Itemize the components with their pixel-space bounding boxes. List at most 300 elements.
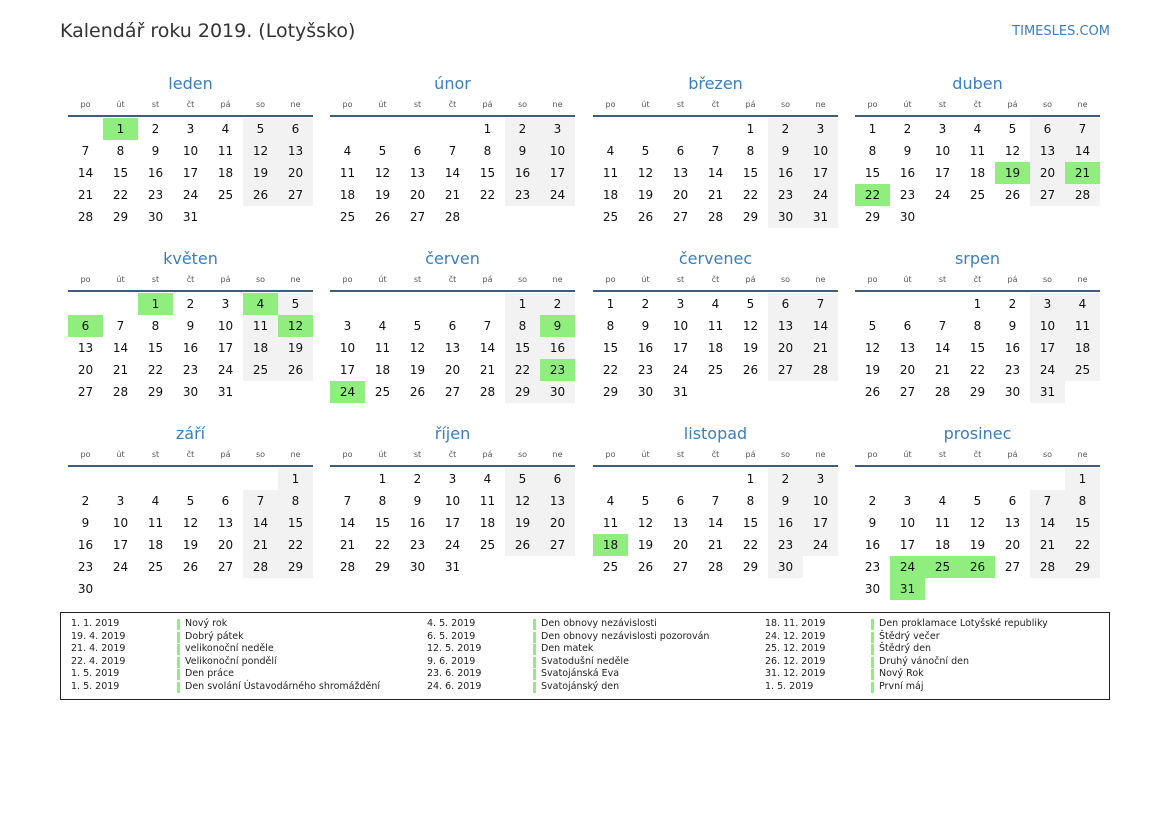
legend-holiday-name: Svatojánská Eva bbox=[541, 668, 620, 680]
day-cell: 23 bbox=[1004, 363, 1021, 377]
weekday-label: po bbox=[605, 100, 616, 109]
day-cell: 6 bbox=[676, 144, 685, 158]
day-cell: 14 bbox=[339, 516, 356, 530]
weekday-label: čt bbox=[973, 100, 982, 109]
day-grid bbox=[330, 293, 575, 403]
day-cell: 14 bbox=[112, 341, 129, 355]
day-cell: 19 bbox=[969, 538, 986, 552]
day-cell: 16 bbox=[864, 538, 881, 552]
day-cell: 11 bbox=[243, 315, 278, 337]
legend-entry bbox=[71, 643, 380, 656]
weekday-label: so bbox=[1042, 275, 1053, 284]
day-cell: 20 bbox=[77, 363, 94, 377]
day-grid bbox=[330, 468, 575, 578]
weekday-label: so bbox=[255, 275, 266, 284]
day-cell: 8 bbox=[868, 144, 877, 158]
month-3 bbox=[593, 74, 838, 228]
legend-entry bbox=[71, 681, 380, 694]
day-cell: 25 bbox=[707, 363, 724, 377]
day-cell: 15 bbox=[602, 341, 619, 355]
day-cell: 21 bbox=[707, 538, 724, 552]
empty-cell bbox=[330, 118, 365, 140]
day-cell: 20 bbox=[444, 363, 461, 377]
day-cell: 25 bbox=[243, 359, 278, 381]
day-cell: 17 bbox=[339, 363, 356, 377]
day-cell: 21 bbox=[1065, 162, 1100, 184]
day-cell: 13 bbox=[77, 341, 94, 355]
legend-date: 26. 12. 2019 bbox=[765, 655, 826, 667]
empty-cell bbox=[663, 118, 698, 140]
day-cell: 23 bbox=[864, 560, 881, 574]
legend-entry bbox=[427, 631, 709, 644]
holiday-marker-icon bbox=[533, 644, 536, 655]
day-cell: 24 bbox=[182, 188, 199, 202]
day-cell: 4 bbox=[1065, 293, 1100, 315]
day-cell: 10 bbox=[672, 319, 689, 333]
day-cell: 6 bbox=[221, 494, 230, 508]
day-cell: 15 bbox=[112, 166, 129, 180]
weekday-label: ne bbox=[552, 275, 563, 284]
day-cell: 31 bbox=[444, 560, 461, 574]
empty-cell bbox=[243, 468, 278, 490]
day-cell: 4 bbox=[243, 293, 278, 315]
legend-holiday-name: Den práce bbox=[185, 668, 235, 680]
weekday-label: so bbox=[1042, 100, 1053, 109]
legend-holiday-name: Štědrý večer bbox=[879, 630, 940, 642]
legend-entry bbox=[765, 668, 1048, 681]
day-cell: 21 bbox=[479, 363, 496, 377]
day-cell: 2 bbox=[868, 494, 877, 508]
day-cell: 6 bbox=[903, 319, 912, 333]
holiday-marker-icon bbox=[871, 657, 874, 668]
day-cell: 14 bbox=[707, 166, 724, 180]
day-cell: 2 bbox=[768, 118, 803, 140]
day-cell: 19 bbox=[637, 188, 654, 202]
day-cell: 28 bbox=[112, 385, 129, 399]
day-cell: 10 bbox=[540, 140, 575, 162]
day-cell: 19 bbox=[637, 538, 654, 552]
day-cell: 18 bbox=[147, 538, 164, 552]
day-cell: 9 bbox=[413, 494, 422, 508]
day-cell: 3 bbox=[186, 122, 195, 136]
day-cell: 24 bbox=[112, 560, 129, 574]
day-cell: 19 bbox=[995, 162, 1030, 184]
day-cell: 24 bbox=[803, 534, 838, 556]
day-cell: 16 bbox=[637, 341, 654, 355]
day-cell: 23 bbox=[637, 363, 654, 377]
day-cell: 8 bbox=[973, 319, 982, 333]
empty-cell bbox=[208, 468, 243, 490]
day-cell: 2 bbox=[768, 468, 803, 490]
day-cell: 29 bbox=[278, 556, 313, 578]
day-cell: 22 bbox=[147, 363, 164, 377]
day-cell: 17 bbox=[803, 512, 838, 534]
day-cell: 16 bbox=[77, 538, 94, 552]
day-cell: 30 bbox=[77, 582, 94, 596]
day-cell: 7 bbox=[343, 494, 352, 508]
weekday-label: pá bbox=[1007, 100, 1018, 109]
day-cell: 29 bbox=[1065, 556, 1100, 578]
day-cell: 28 bbox=[934, 385, 951, 399]
weekday-label: so bbox=[255, 450, 266, 459]
empty-cell bbox=[330, 293, 365, 315]
day-cell: 4 bbox=[711, 297, 720, 311]
day-cell: 7 bbox=[803, 293, 838, 315]
day-cell: 15 bbox=[742, 516, 759, 530]
weekday-label: čt bbox=[448, 275, 457, 284]
day-cell: 18 bbox=[1065, 337, 1100, 359]
day-cell: 13 bbox=[899, 341, 916, 355]
day-cell: 9 bbox=[768, 140, 803, 162]
day-cell: 11 bbox=[1065, 315, 1100, 337]
day-cell: 8 bbox=[1065, 490, 1100, 512]
day-cell: 1 bbox=[1065, 468, 1100, 490]
day-cell: 14 bbox=[243, 512, 278, 534]
day-cell: 18 bbox=[602, 188, 619, 202]
day-cell: 30 bbox=[899, 210, 916, 224]
weekday-label: ne bbox=[815, 100, 826, 109]
day-cell: 26 bbox=[374, 210, 391, 224]
month-name: prosinec bbox=[943, 424, 1012, 443]
empty-cell bbox=[68, 468, 103, 490]
day-cell: 7 bbox=[1065, 118, 1100, 140]
day-cell: 5 bbox=[413, 319, 422, 333]
day-cell: 1 bbox=[278, 468, 313, 490]
legend-date: 23. 6. 2019 bbox=[427, 668, 482, 680]
day-cell: 29 bbox=[147, 385, 164, 399]
month-4 bbox=[855, 74, 1100, 228]
day-cell: 18 bbox=[707, 341, 724, 355]
month-name: duben bbox=[952, 74, 1003, 93]
weekday-label: st bbox=[938, 450, 947, 459]
day-cell: 13 bbox=[444, 341, 461, 355]
day-cell: 19 bbox=[505, 512, 540, 534]
day-cell: 27 bbox=[672, 210, 689, 224]
day-cell: 3 bbox=[803, 118, 838, 140]
day-cell: 26 bbox=[243, 184, 278, 206]
day-cell: 29 bbox=[602, 385, 619, 399]
weekday-label: pá bbox=[482, 275, 493, 284]
day-cell: 24 bbox=[330, 381, 365, 403]
day-cell: 20 bbox=[278, 162, 313, 184]
day-cell: 11 bbox=[934, 516, 951, 530]
day-cell: 17 bbox=[803, 162, 838, 184]
day-cell: 1 bbox=[138, 293, 173, 315]
legend-column-1 bbox=[71, 618, 380, 694]
day-cell: 14 bbox=[1030, 512, 1065, 534]
day-cell: 14 bbox=[444, 166, 461, 180]
day-cell: 20 bbox=[1030, 162, 1065, 184]
day-cell: 15 bbox=[374, 516, 391, 530]
day-cell: 31 bbox=[217, 385, 234, 399]
day-cell: 15 bbox=[479, 166, 496, 180]
day-cell: 28 bbox=[707, 560, 724, 574]
day-cell: 9 bbox=[868, 516, 877, 530]
weekday-header bbox=[593, 273, 838, 292]
holiday-marker-icon bbox=[871, 669, 874, 680]
holiday-marker-icon bbox=[177, 644, 180, 655]
legend-column-3 bbox=[765, 618, 1048, 694]
weekday-label: čt bbox=[186, 275, 195, 284]
weekday-label: st bbox=[676, 450, 685, 459]
day-cell: 3 bbox=[1030, 293, 1065, 315]
day-cell: 3 bbox=[116, 494, 125, 508]
day-cell: 23 bbox=[505, 184, 540, 206]
day-cell: 5 bbox=[278, 293, 313, 315]
day-cell: 6 bbox=[413, 144, 422, 158]
day-cell: 12 bbox=[864, 341, 881, 355]
legend-date: 19. 4. 2019 bbox=[71, 630, 126, 642]
weekday-label: po bbox=[342, 275, 353, 284]
day-cell: 26 bbox=[409, 385, 426, 399]
holiday-marker-icon bbox=[177, 669, 180, 680]
empty-cell bbox=[68, 118, 103, 140]
day-cell: 19 bbox=[243, 162, 278, 184]
weekday-label: ne bbox=[1077, 275, 1088, 284]
legend-holiday-name: Den obnovy nezávislosti pozorován bbox=[541, 630, 710, 642]
day-cell: 6 bbox=[68, 315, 103, 337]
weekday-label: ne bbox=[290, 275, 301, 284]
day-cell: 18 bbox=[339, 188, 356, 202]
legend-entry bbox=[427, 643, 709, 656]
day-cell: 28 bbox=[1065, 184, 1100, 206]
legend-date: 1. 1. 2019 bbox=[71, 618, 120, 629]
day-cell: 20 bbox=[899, 363, 916, 377]
day-cell: 5 bbox=[973, 494, 982, 508]
weekday-label: út bbox=[378, 275, 387, 284]
weekday-label: so bbox=[517, 100, 528, 109]
weekday-label: pá bbox=[745, 275, 756, 284]
day-cell: 7 bbox=[711, 144, 720, 158]
weekday-label: čt bbox=[186, 450, 195, 459]
day-cell: 25 bbox=[217, 188, 234, 202]
day-cell: 21 bbox=[444, 188, 461, 202]
empty-cell bbox=[698, 118, 733, 140]
day-cell: 26 bbox=[637, 560, 654, 574]
month-5 bbox=[68, 249, 313, 403]
day-cell: 2 bbox=[540, 293, 575, 315]
day-cell: 14 bbox=[803, 315, 838, 337]
day-cell: 16 bbox=[182, 341, 199, 355]
day-cell: 15 bbox=[742, 166, 759, 180]
day-cell: 15 bbox=[1065, 512, 1100, 534]
day-cell: 23 bbox=[540, 359, 575, 381]
day-cell: 11 bbox=[217, 144, 234, 158]
weekday-label: st bbox=[413, 100, 422, 109]
day-cell: 1 bbox=[103, 118, 138, 140]
day-cell: 29 bbox=[112, 210, 129, 224]
day-cell: 22 bbox=[479, 188, 496, 202]
day-cell: 23 bbox=[182, 363, 199, 377]
day-cell: 28 bbox=[444, 210, 461, 224]
weekday-label: so bbox=[255, 100, 266, 109]
day-cell: 5 bbox=[746, 297, 755, 311]
day-cell: 24 bbox=[444, 538, 461, 552]
day-cell: 23 bbox=[409, 538, 426, 552]
legend-date: 4. 5. 2019 bbox=[427, 618, 476, 629]
weekday-label: so bbox=[1042, 450, 1053, 459]
month-name: leden bbox=[168, 74, 213, 93]
day-cell: 17 bbox=[540, 162, 575, 184]
weekday-label: pá bbox=[745, 450, 756, 459]
day-cell: 28 bbox=[803, 359, 838, 381]
weekday-label: út bbox=[903, 100, 912, 109]
day-cell: 31 bbox=[803, 206, 838, 228]
weekday-label: po bbox=[867, 100, 878, 109]
day-cell: 5 bbox=[243, 118, 278, 140]
holiday-marker-icon bbox=[177, 632, 180, 643]
weekday-label: po bbox=[80, 450, 91, 459]
month-9 bbox=[68, 424, 313, 600]
day-cell: 17 bbox=[217, 341, 234, 355]
empty-cell bbox=[855, 293, 890, 315]
holiday-legend bbox=[60, 612, 1110, 700]
day-cell: 7 bbox=[483, 319, 492, 333]
legend-entry bbox=[427, 668, 709, 681]
day-cell: 21 bbox=[934, 363, 951, 377]
empty-cell bbox=[960, 468, 995, 490]
weekday-header bbox=[68, 98, 313, 117]
empty-cell bbox=[890, 293, 925, 315]
day-cell: 28 bbox=[243, 556, 278, 578]
day-cell: 22 bbox=[1065, 534, 1100, 556]
day-cell: 20 bbox=[540, 512, 575, 534]
weekday-label: po bbox=[342, 100, 353, 109]
legend-entry bbox=[427, 681, 709, 694]
day-cell: 4 bbox=[606, 494, 615, 508]
weekday-label: čt bbox=[973, 450, 982, 459]
day-cell: 12 bbox=[637, 166, 654, 180]
legend-entry bbox=[71, 618, 380, 631]
day-cell: 3 bbox=[343, 319, 352, 333]
weekday-label: po bbox=[867, 450, 878, 459]
weekday-header bbox=[593, 448, 838, 467]
day-cell: 22 bbox=[742, 188, 759, 202]
month-6 bbox=[330, 249, 575, 403]
weekday-label: pá bbox=[220, 100, 231, 109]
weekday-label: st bbox=[413, 450, 422, 459]
day-cell: 20 bbox=[672, 538, 689, 552]
day-cell: 27 bbox=[1004, 560, 1021, 574]
day-cell: 30 bbox=[768, 556, 803, 578]
day-cell: 10 bbox=[803, 490, 838, 512]
day-cell: 6 bbox=[448, 319, 457, 333]
day-cell: 1 bbox=[868, 122, 877, 136]
legend-entry bbox=[765, 656, 1048, 669]
day-cell: 24 bbox=[803, 184, 838, 206]
day-cell: 19 bbox=[374, 188, 391, 202]
empty-cell bbox=[995, 468, 1030, 490]
day-cell: 16 bbox=[1004, 341, 1021, 355]
day-cell: 11 bbox=[339, 166, 356, 180]
month-11 bbox=[593, 424, 838, 578]
legend-holiday-name: První máj bbox=[879, 680, 924, 692]
day-cell: 30 bbox=[1004, 385, 1021, 399]
weekday-header bbox=[855, 98, 1100, 117]
weekday-label: út bbox=[641, 450, 650, 459]
weekday-label: ne bbox=[290, 450, 301, 459]
day-cell: 13 bbox=[409, 166, 426, 180]
day-cell: 24 bbox=[540, 184, 575, 206]
holiday-marker-icon bbox=[871, 644, 874, 655]
day-cell: 21 bbox=[707, 188, 724, 202]
holiday-marker-icon bbox=[871, 682, 874, 693]
day-cell: 22 bbox=[112, 188, 129, 202]
site-link[interactable]: TIMESLES.COM bbox=[1012, 24, 1110, 39]
month-2 bbox=[330, 74, 575, 228]
legend-holiday-name: Nový Rok bbox=[879, 668, 924, 680]
day-cell: 11 bbox=[374, 341, 391, 355]
day-grid bbox=[68, 468, 313, 600]
day-grid bbox=[593, 468, 838, 578]
day-cell: 8 bbox=[116, 144, 125, 158]
weekday-label: po bbox=[342, 450, 353, 459]
weekday-header bbox=[330, 273, 575, 292]
day-cell: 22 bbox=[505, 359, 540, 381]
day-cell: 6 bbox=[676, 494, 685, 508]
day-cell: 30 bbox=[147, 210, 164, 224]
day-cell: 14 bbox=[479, 341, 496, 355]
day-cell: 20 bbox=[1004, 538, 1021, 552]
day-cell: 18 bbox=[934, 538, 951, 552]
weekday-header bbox=[68, 448, 313, 467]
day-cell: 2 bbox=[186, 297, 195, 311]
day-cell: 24 bbox=[934, 188, 951, 202]
day-cell: 21 bbox=[243, 534, 278, 556]
day-cell: 4 bbox=[483, 472, 492, 486]
day-cell: 12 bbox=[374, 166, 391, 180]
day-cell: 10 bbox=[803, 140, 838, 162]
day-cell: 27 bbox=[217, 560, 234, 574]
empty-cell bbox=[855, 468, 890, 490]
weekday-label: út bbox=[116, 100, 125, 109]
weekday-label: ne bbox=[552, 100, 563, 109]
day-cell: 13 bbox=[540, 490, 575, 512]
day-cell: 2 bbox=[81, 494, 90, 508]
weekday-label: ne bbox=[1077, 450, 1088, 459]
weekday-label: čt bbox=[711, 450, 720, 459]
weekday-label: st bbox=[413, 275, 422, 284]
day-cell: 6 bbox=[278, 118, 313, 140]
day-grid bbox=[68, 118, 313, 228]
legend-entry bbox=[765, 681, 1048, 694]
day-cell: 15 bbox=[505, 337, 540, 359]
day-cell: 15 bbox=[147, 341, 164, 355]
day-cell: 17 bbox=[1030, 337, 1065, 359]
weekday-label: pá bbox=[1007, 450, 1018, 459]
day-cell: 8 bbox=[483, 144, 492, 158]
day-cell: 13 bbox=[672, 166, 689, 180]
day-cell: 30 bbox=[864, 582, 881, 596]
empty-cell bbox=[925, 468, 960, 490]
empty-cell bbox=[365, 118, 400, 140]
legend-entry bbox=[427, 656, 709, 669]
weekday-label: ne bbox=[815, 275, 826, 284]
day-cell: 2 bbox=[1008, 297, 1017, 311]
day-cell: 4 bbox=[343, 144, 352, 158]
day-cell: 9 bbox=[768, 490, 803, 512]
day-cell: 30 bbox=[768, 206, 803, 228]
legend-date: 22. 4. 2019 bbox=[71, 655, 126, 667]
day-cell: 5 bbox=[186, 494, 195, 508]
day-cell: 25 bbox=[147, 560, 164, 574]
legend-date: 24. 12. 2019 bbox=[765, 630, 826, 642]
weekday-label: po bbox=[867, 275, 878, 284]
day-cell: 7 bbox=[243, 490, 278, 512]
weekday-label: čt bbox=[711, 100, 720, 109]
legend-date: 25. 12. 2019 bbox=[765, 643, 826, 655]
holiday-marker-icon bbox=[533, 657, 536, 668]
